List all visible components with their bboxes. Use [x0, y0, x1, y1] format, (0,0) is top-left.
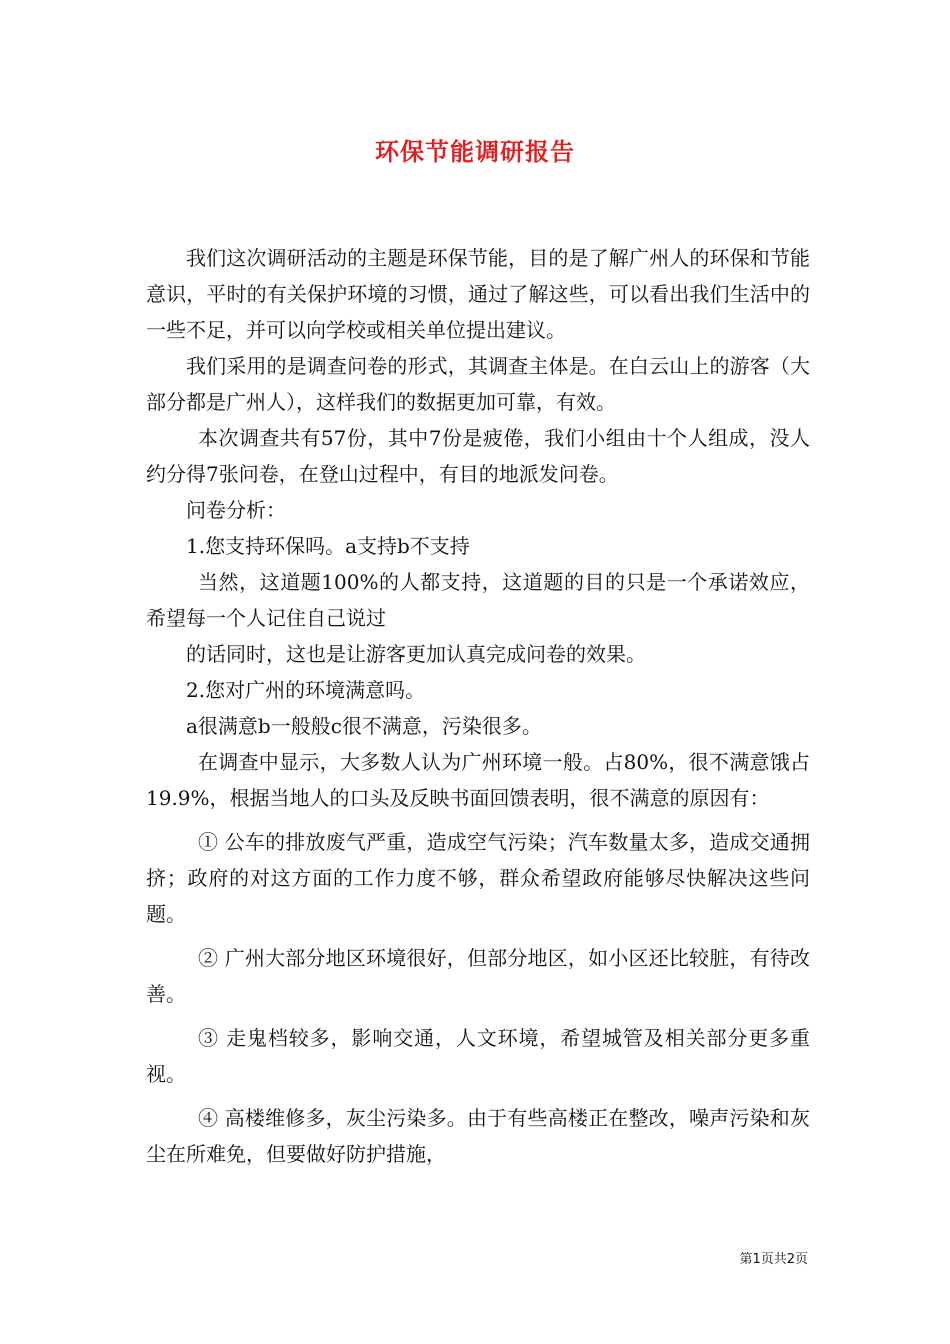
- paragraph-analysis-heading: 问卷分析：: [186, 498, 286, 522]
- question-2-analysis: 在调查中显示，大多数人认为广州环境一般。占80%，很不满意饿占19.9%，根据当地人的口头及反映书面回馈表明，很不满意的原因有：: [146, 750, 810, 810]
- paragraph-method: 我们采用的是调查问卷的形式，其调查主体是。在白云山上的游客（大部分都是广州人），这样我们的数据更加可靠，有效。: [146, 354, 810, 414]
- paragraph-survey-count: 本次调查共有57份，其中7份是疲倦，我们小组由十个人组成，没人约分得7张问卷，在登山过程中，有目的地派发问卷。: [146, 426, 810, 486]
- reason-3: ③ 走鬼档较多，影响交通，人文环境，希望城管及相关部分更多重视。: [146, 1026, 810, 1086]
- question-1: 1.您支持环保吗。a支持b不支持: [186, 534, 470, 558]
- question-1-analysis: 当然，这道题100%的人都支持，这道题的目的只是一个承诺效应，希望每一个人记住自己说过: [146, 570, 810, 630]
- question-1-analysis-cont: 的话同时，这也是让游客更加认真完成问卷的效果。: [186, 642, 646, 666]
- reason-4: ④ 高楼维修多，灰尘污染多。由于有些高楼正在整改，噪声污染和灰尘在所难免，但要做好防护措施，: [146, 1106, 810, 1166]
- page-number: 第1页共2页: [739, 1252, 808, 1267]
- paragraph-intro: 我们这次调研活动的主题是环保节能，目的是了解广州人的环保和节能意识，平时的有关保护环境的习惯，通过了解这些，可以看出我们生活中的一些不足，并可以向学校或相关单位提出建议。: [146, 246, 810, 342]
- question-2: 2.您对广州的环境满意吗。: [186, 678, 426, 702]
- reason-2: ② 广州大部分地区环境很好，但部分地区，如小区还比较脏，有待改善。: [146, 946, 810, 1006]
- question-2-options: a很满意b一般般c很不满意，污染很多。: [186, 714, 542, 738]
- reason-1: ① 公车的排放废气严重，造成空气污染；汽车数量太多，造成交通拥挤；政府的对这方面的工作力度不够，群众希望政府能够尽快解决这些问题。: [146, 830, 810, 926]
- document-body: [146, 240, 810, 1172]
- document-title: 环保节能调研报告: [375, 137, 575, 166]
